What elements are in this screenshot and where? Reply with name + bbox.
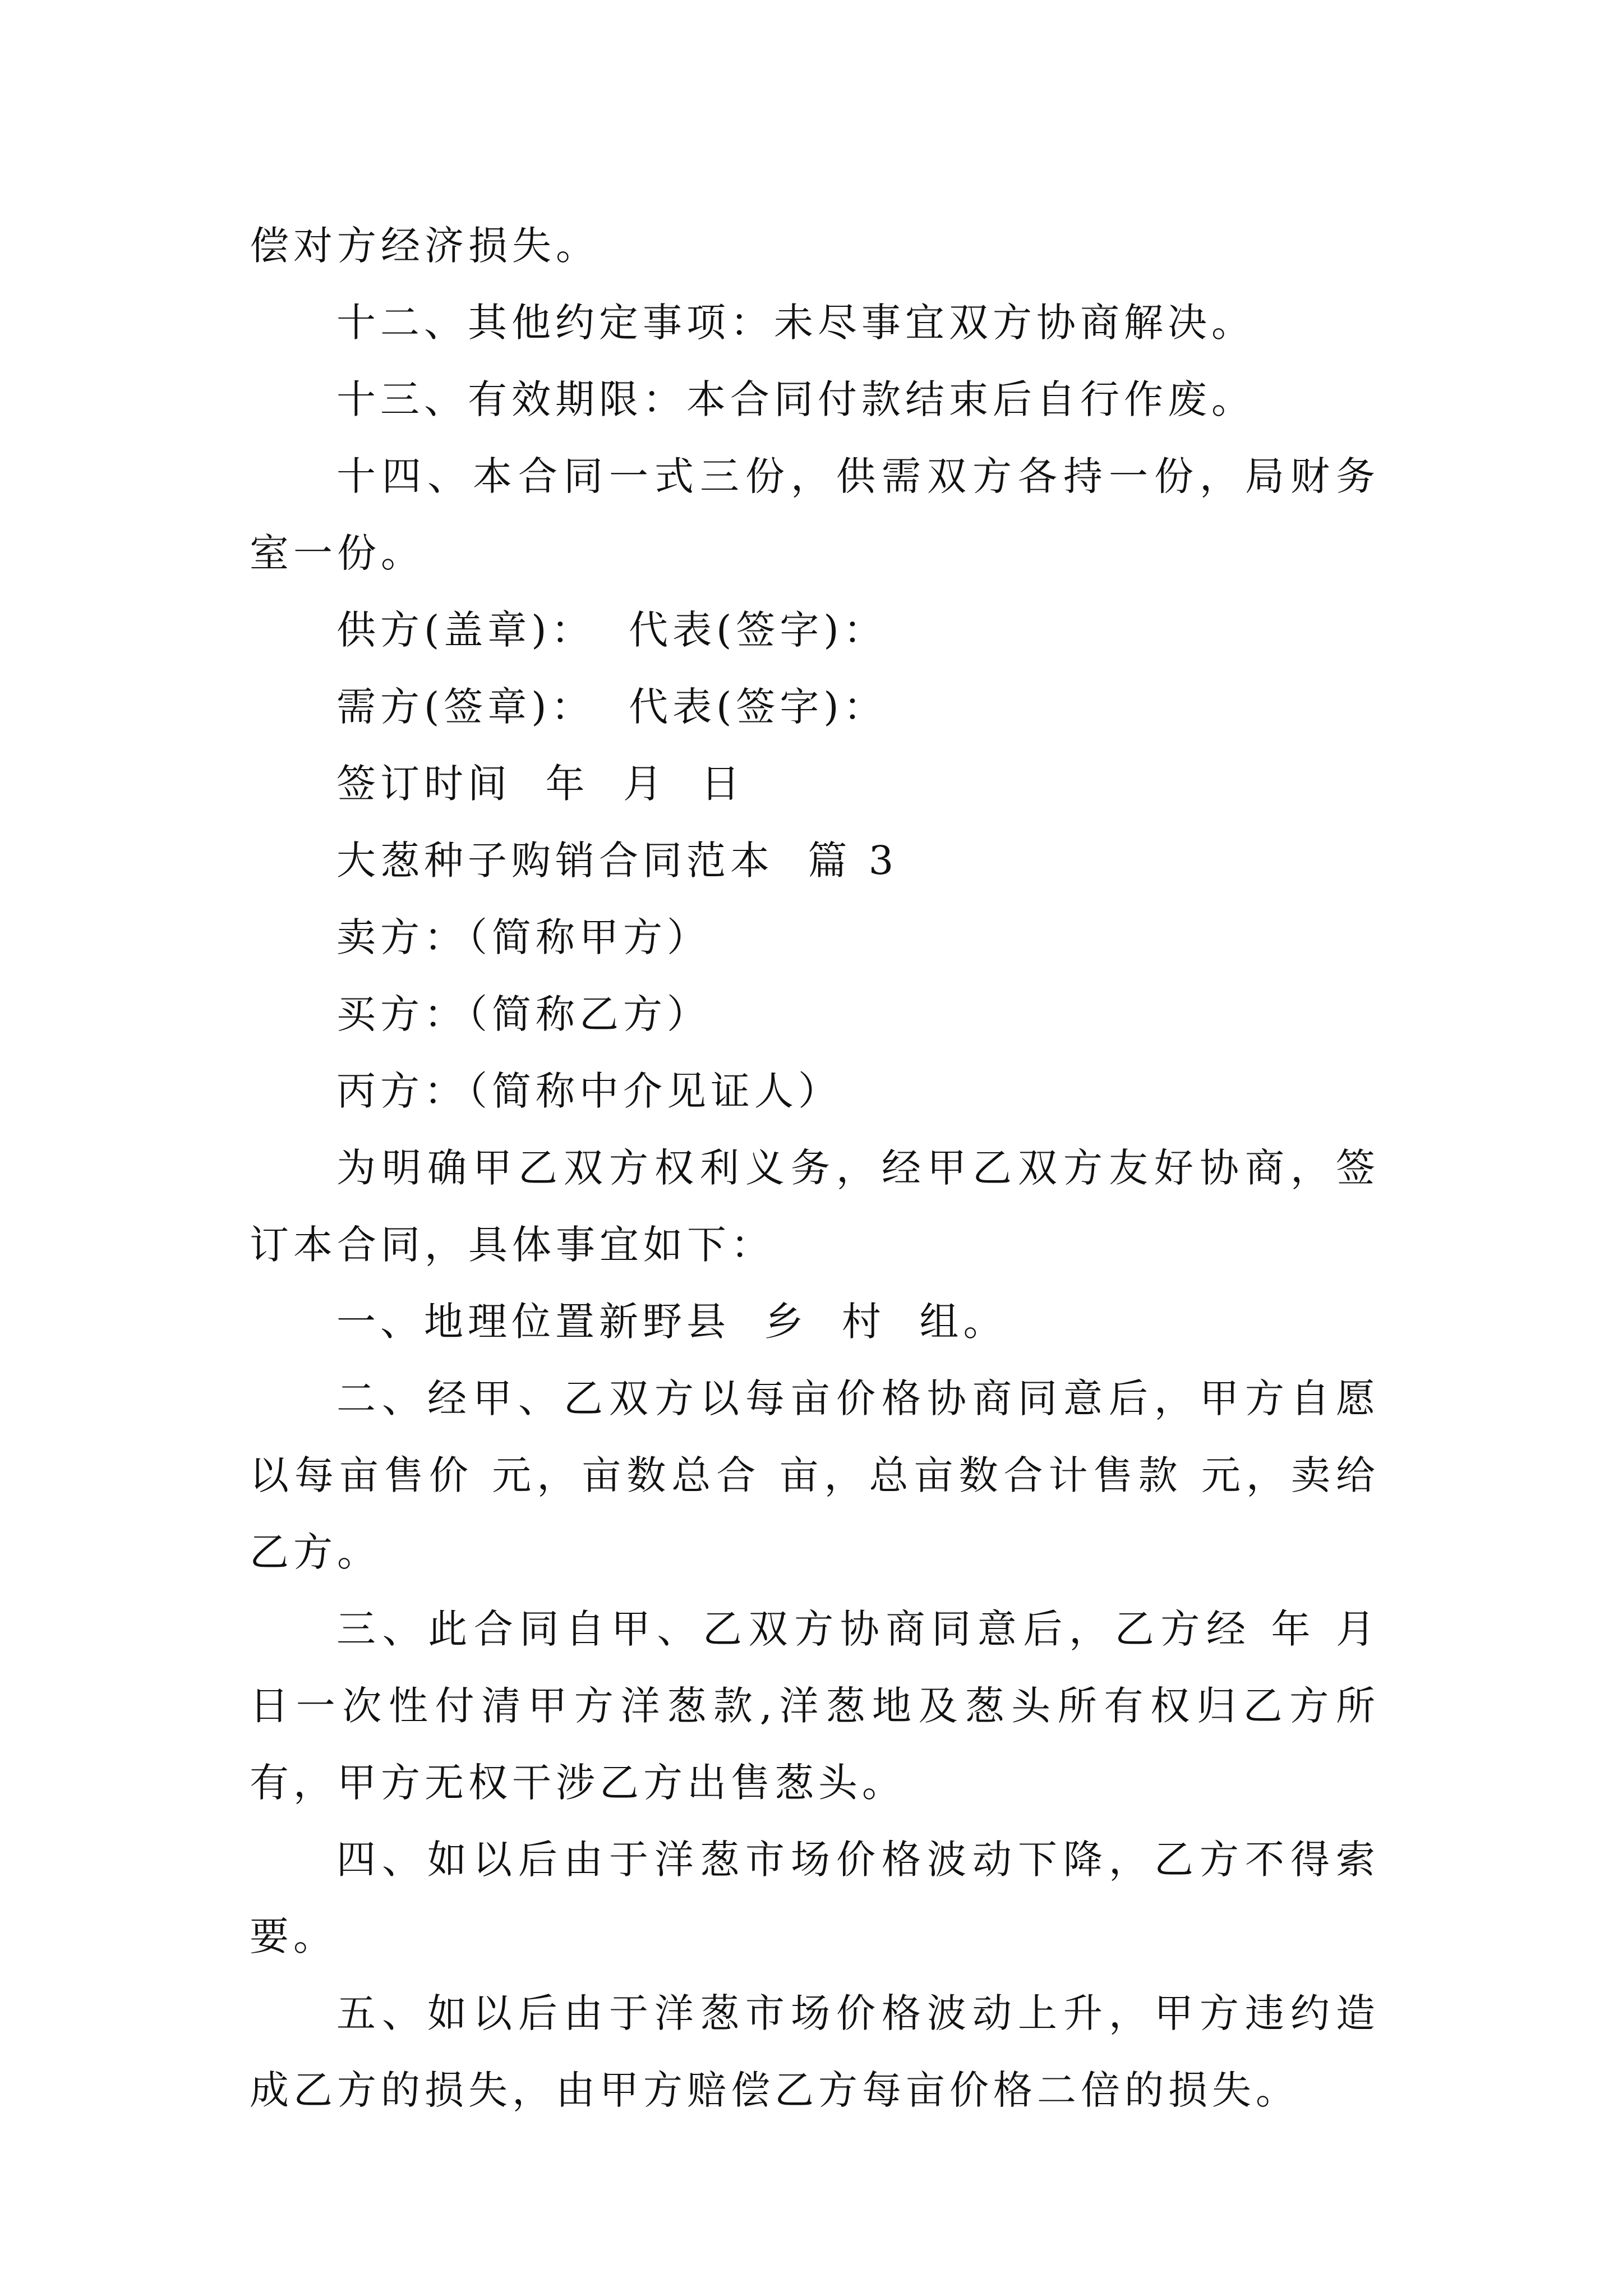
seller-party-line: 卖方：（简称甲方） xyxy=(336,914,711,960)
buyer-signature-line: 需方(签章)： 代表(签字)： xyxy=(336,684,887,730)
paragraph-clause-14: 十四、本合同一式三份，供需双方各持一份，局财务室一份。 xyxy=(250,453,1380,576)
signing-date-line: 签订时间 年 月 日 xyxy=(336,761,745,807)
document-body xyxy=(250,208,1380,2129)
paragraph-clause-13: 十三、有效期限：本合同付款结束后自行作废。 xyxy=(336,376,1255,422)
clause-3-payment: 三、此合同自甲、乙双方协商同意后，乙方经 年 月 日一次性付清甲方洋葱款,洋葱地及葱头所有权归乙方所有，甲方无权干涉乙方出售葱头。 xyxy=(250,1606,1380,1806)
paragraph-compensation-end: 偿对方经济损失。 xyxy=(250,223,600,269)
clause-4-price-decrease: 四、如以后由于洋葱市场价格波动下降，乙方不得索要。 xyxy=(250,1837,1380,1959)
contract-preamble: 为明确甲乙双方权利义务，经甲乙双方友好协商，签订本合同，具体事宜如下： xyxy=(250,1145,1380,1268)
supplier-signature-line: 供方(盖章)： 代表(签字)： xyxy=(336,607,887,653)
clause-2-price: 二、经甲、乙双方以每亩价格协商同意后，甲方自愿以每亩售价 元，亩数总合 亩，总亩数合计售款 元，卖给乙方。 xyxy=(250,1375,1380,1575)
section-title-template-3: 大葱种子购销合同范本 篇 3 xyxy=(336,838,898,884)
intermediary-party-line: 丙方：（简称中介见证人） xyxy=(336,1068,842,1114)
clause-1-location: 一、地理位置新野县 乡 村 组。 xyxy=(336,1299,1007,1345)
clause-5-price-increase: 五、如以后由于洋葱市场价格波动上升，甲方违约造成乙方的损失，由甲方赔偿乙方每亩价格二倍的损失。 xyxy=(250,1990,1380,2113)
buyer-party-line: 买方：（简称乙方） xyxy=(336,991,711,1037)
paragraph-clause-12: 十二、其他约定事项：未尽事宜双方协商解决。 xyxy=(336,300,1255,346)
